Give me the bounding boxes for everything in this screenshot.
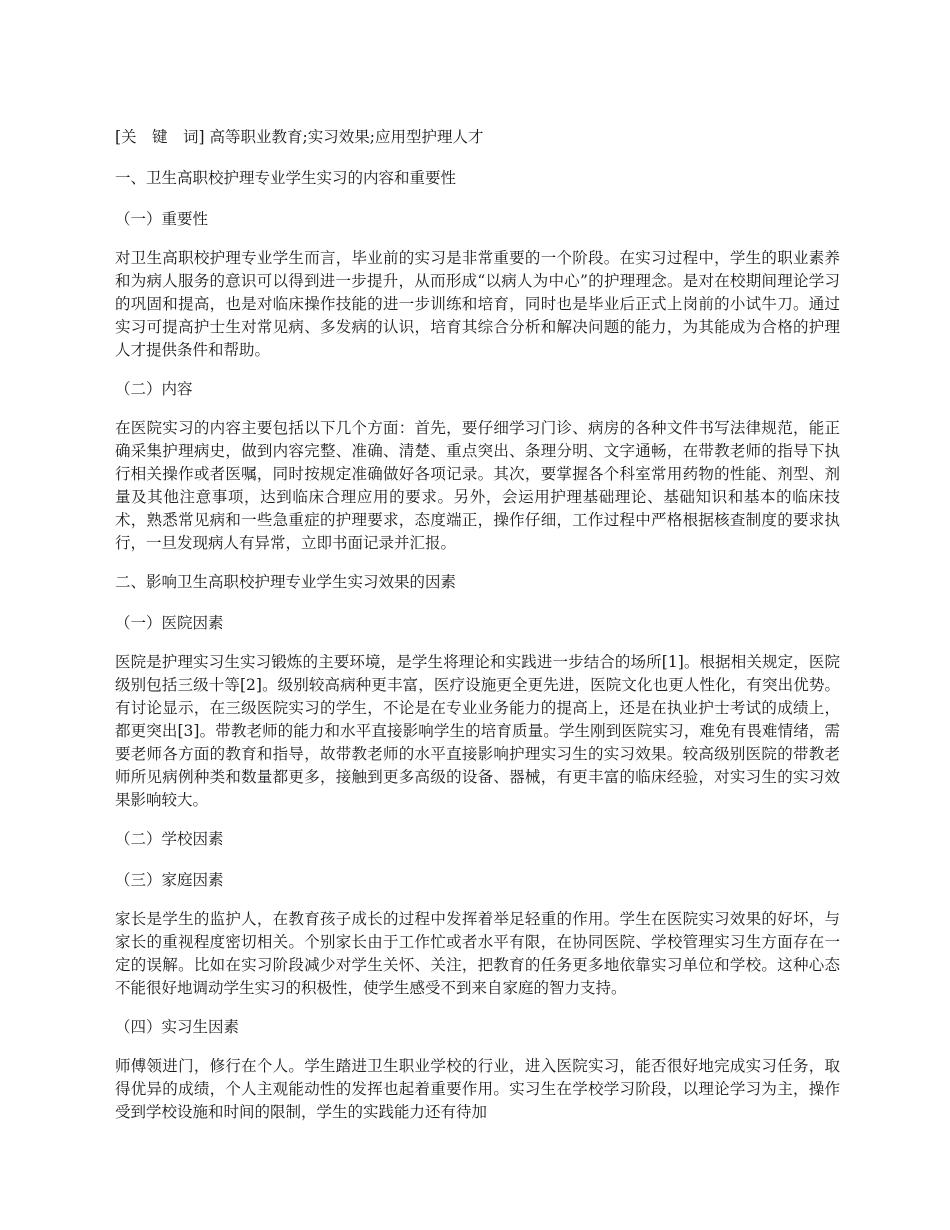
keywords-line (115, 124, 840, 151)
section-heading-1: 一、卫生高职校护理专业学生实习的内容和重要性 (115, 169, 457, 187)
subsection-title-content: （二）内容 (115, 380, 193, 398)
subsection-title-hospital: （一）医院因素 (115, 614, 224, 632)
paragraph-importance: 对卫生高职校护理专业学生而言，毕业前的实习是非常重要的一个阶段。在实习过程中，学生的职业素养和为病人服务的意识可以得到进一步提升，从而形成“以病人为中心”的护理理念。是对在校期间理论学习的巩固和提高，也是对临床操作技能的进一步训练和培育，同时也是毕业后正式上岗前的小试牛刀。通过实习可提高护士生对常见病、多发病的认识，培育其综合分析和解决问题的能力，为其能成为合格的护理人才提供条件和帮助。 (115, 249, 840, 359)
paragraph-intern: 师傅领进门，修行在个人。学生踏进卫生职业学校的行业，进入医院实习，能否很好地完成实习任务，取得优异的成绩，个人主观能动性的发挥也起着重要作用。实习生在学校学习阶段，以理论学习为主，操作受到学校设施和时间的限制，学生的实践能力还有待加 (115, 1057, 840, 1121)
section-heading-2: 二、影响卫生高职校护理专业学生实习效果的因素 (115, 573, 457, 591)
paragraph-content: 在医院实习的内容主要包括以下几个方面：首先，要仔细学习门诊、病房的各种文件书写法律规范，能正确采集护理病史，做到内容完整、准确、清楚、重点突出、条理分明、文字通畅，在带教老师的指导下执行相关操作或者医嘱，同时按规定准确做好各项记录。其次，要掌握各个科室常用药物的性能、剂型、剂量及其他注意事项，达到临床合理应用的要求。另外，会运用护理基础理论、基础知识和基本的临床技术，熟悉常见病和一些急重症的护理要求，态度端正，操作仔细，工作过程中严格根据核查制度的要求执行，一旦发现病人有异常，立即书面记录并汇报。 (115, 419, 840, 552)
subsection-title-school: （二）学校因素 (115, 830, 224, 848)
paragraph-family: 家长是学生的监护人，在教育孩子成长的过程中发挥着举足轻重的作用。学生在医院实习效果的好坏，与家长的重视程度密切相关。个别家长由于工作忙或者水平有限，在协同医院、学校管理实习生方面存在一定的误解。比如在实习阶段减少对学生关怀、关注，把教育的任务更多地依靠实习单位和学校。这种心态不能很好地调动学生实习的积极性，使学生感受不到来自家庭的智力支持。 (115, 910, 840, 997)
paragraph-hospital: 医院是护理实习生实习锻炼的主要环境，是学生将理论和实践进一步结合的场所[1]。根据相关规定，医院级别包括三级十等[2]。级别较高病种更丰富，医疗设施更全更先进，医院文化也更人性化，有突出优势。有讨论显示，在三级医院实习的学生，不论是在专业业务能力的提高上，还是在执业护士考试的成绩上，都更突出[3]。带教老师的能力和水平直接影响学生的培育质量。学生刚到医院实习，难免有畏难情绪，需要老师各方面的教育和指导，故带教老师的水平直接影响护理实习生的实习效果。较高级别医院的带教老师所见病例种类和数量都更多，接触到更多高级的设备、器械，有更丰富的临床经验，对实习生的实习效果影响较大。 (115, 653, 840, 809)
document-page (115, 124, 840, 1138)
subsection-title-family: （三）家庭因素 (115, 871, 224, 889)
keywords-label: [关 键 词] (115, 128, 205, 146)
keywords-text: 高等职业教育;实习效果;应用型护理人才 (209, 128, 484, 146)
subsection-title-intern: （四）实习生因素 (115, 1018, 240, 1036)
subsection-title-importance: （一）重要性 (115, 210, 209, 228)
